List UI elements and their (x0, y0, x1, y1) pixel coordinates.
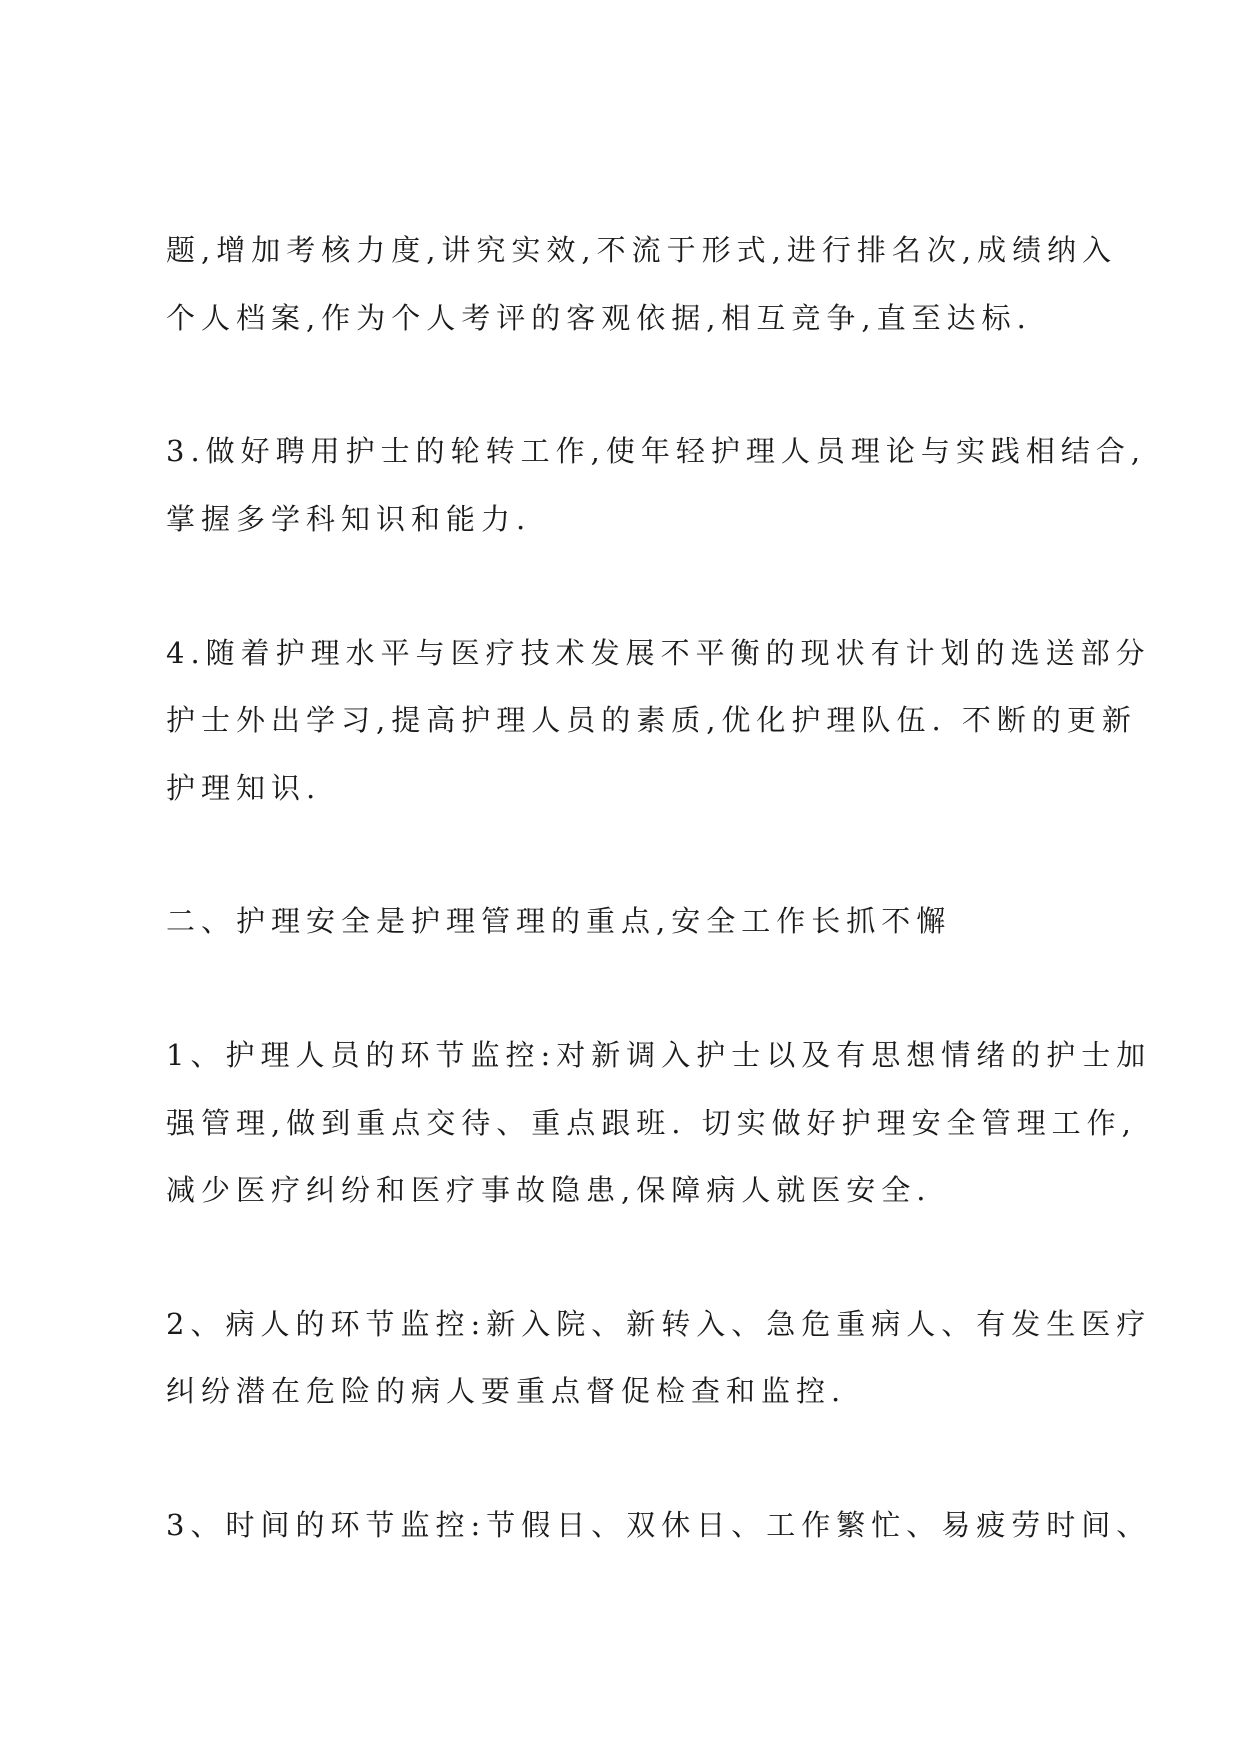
section-heading: 二、护理安全是护理管理的重点,安全工作长抓不懈 (166, 904, 952, 938)
text-line: 2、病人的环节监控:新入院、新转入、急危重病人、有发生医疗 (166, 1307, 1152, 1341)
text-line: 护士外出学习,提高护理人员的素质,优化护理队伍. 不断的更新 (166, 703, 1137, 737)
text-line: 4.随着护理水平与医疗技术发展不平衡的现状有计划的选送部分 (166, 636, 1151, 670)
text-line: 3.做好聘用护士的轮转工作,使年轻护理人员理论与实践相结合, (166, 434, 1147, 468)
text-line: 个人档案,作为个人考评的客观依据,相互竞争,直至达标. (166, 301, 1032, 335)
text-line: 掌握多学科知识和能力. (166, 502, 532, 536)
text-line: 减少医疗纠纷和医疗事故隐患,保障病人就医安全. (166, 1173, 932, 1207)
text-line: 3、时间的环节监控:节假日、双休日、工作繁忙、易疲劳时间、 (166, 1508, 1152, 1542)
text-line: 纠纷潜在危险的病人要重点督促检查和监控. (166, 1374, 847, 1408)
text-line: 1、护理人员的环节监控:对新调入护士以及有思想情绪的护士加 (166, 1038, 1152, 1072)
text-line: 强管理,做到重点交待、重点跟班. 切实做好护理安全管理工作, (166, 1106, 1137, 1140)
text-line: 护理知识. (166, 771, 322, 805)
text-line: 题,增加考核力度,讲究实效,不流于形式,进行排名次,成绩纳入 (166, 233, 1118, 267)
